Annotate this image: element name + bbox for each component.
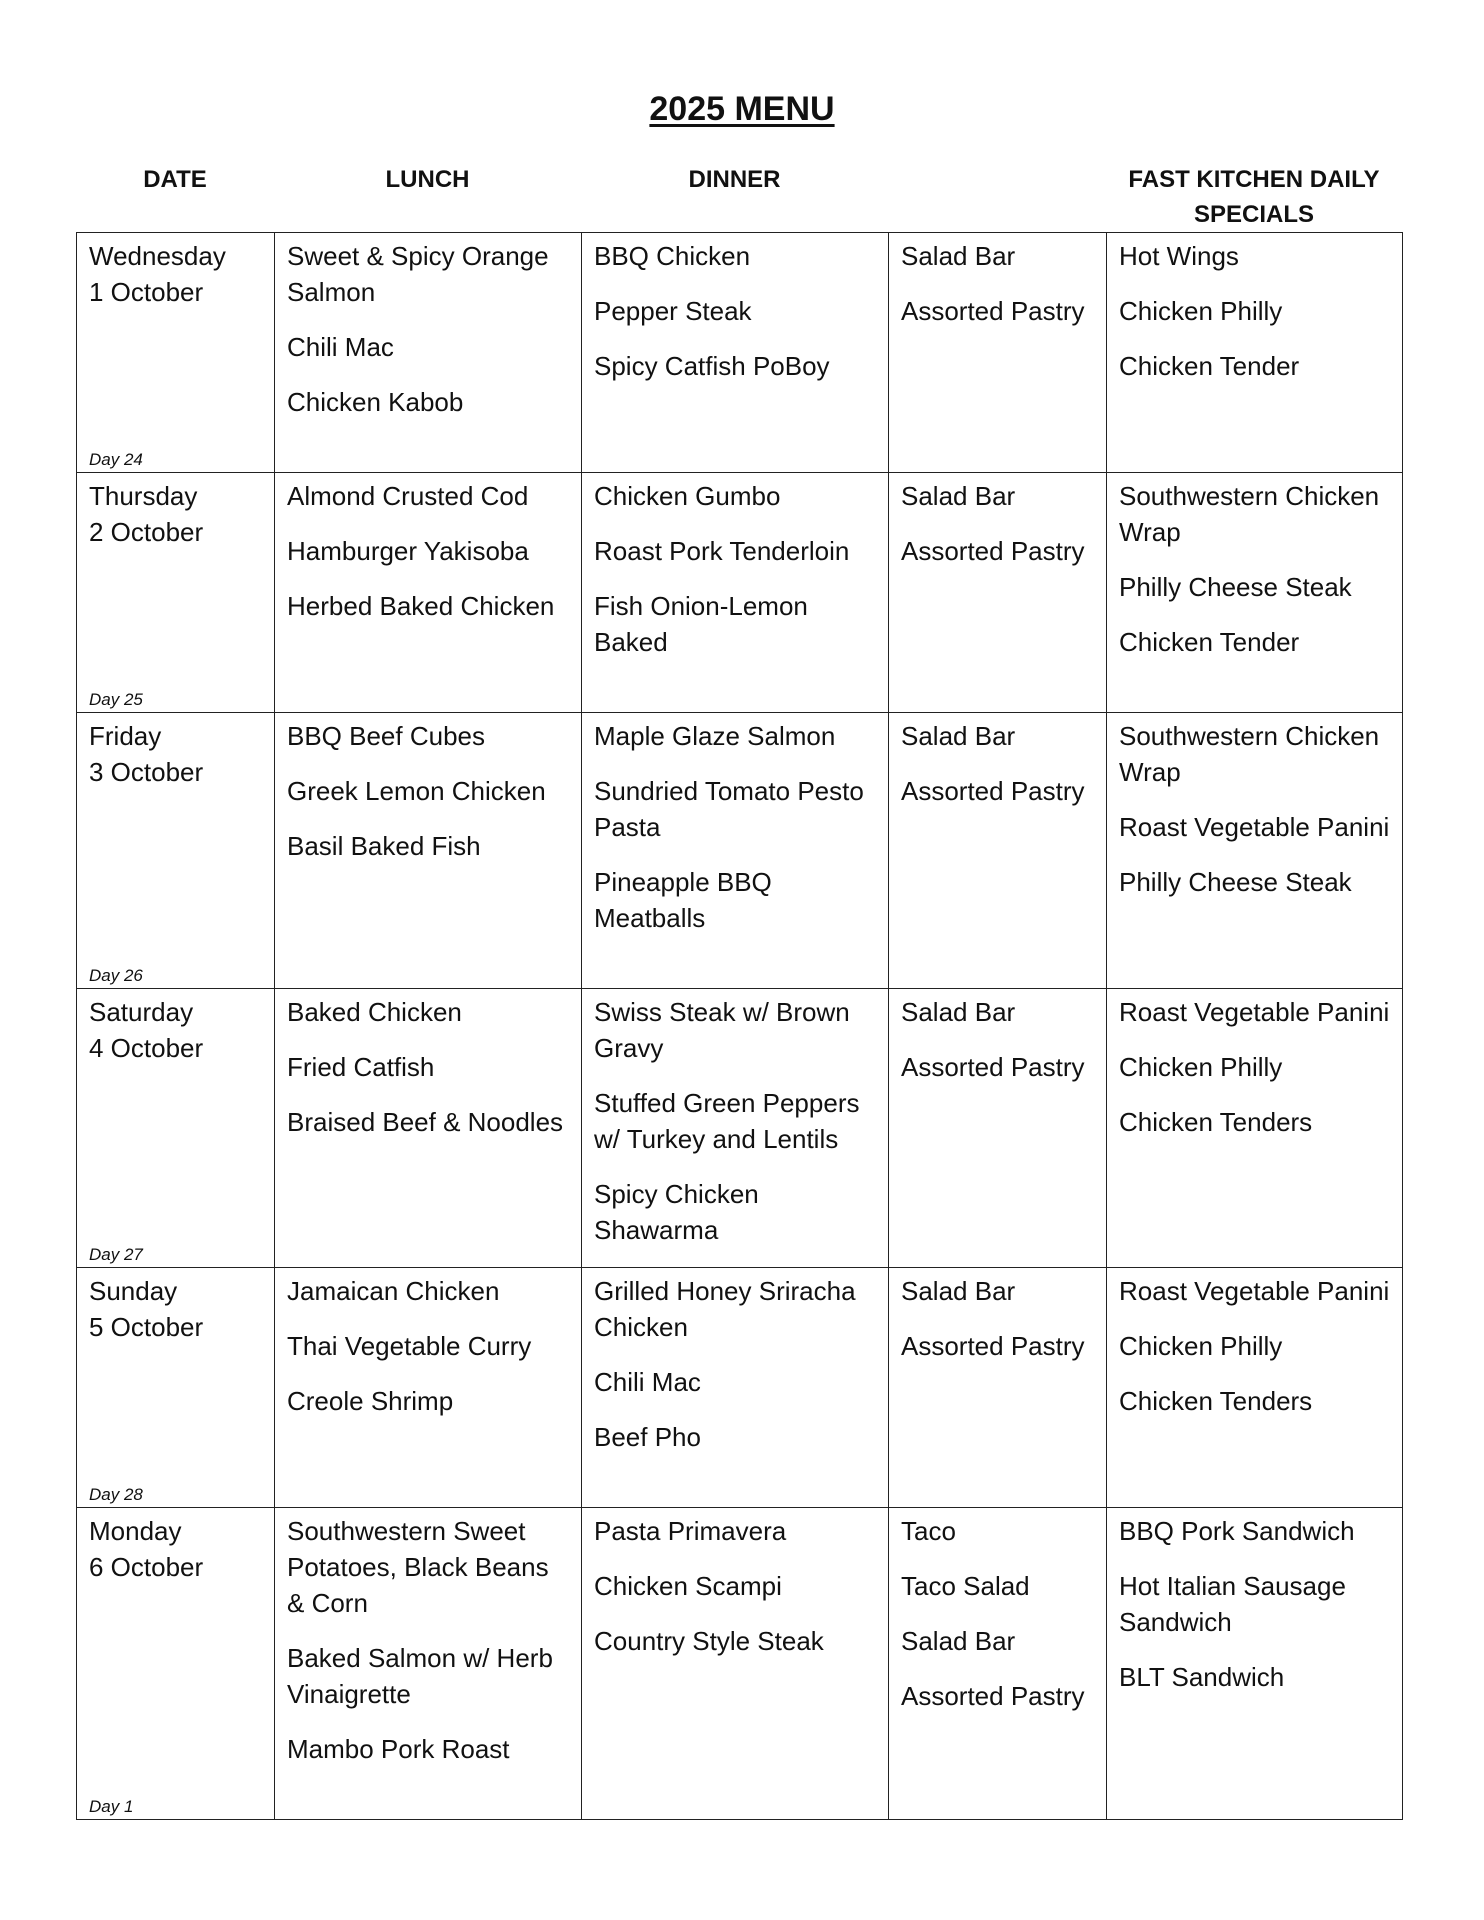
lunch-item: Basil Baked Fish	[287, 831, 481, 861]
lunch-cell	[275, 1508, 582, 1820]
cycle-day-label: Day 26	[89, 966, 143, 985]
lunch-item: Greek Lemon Chicken	[287, 776, 546, 806]
fast-kitchen-item: Chicken Philly	[1119, 1052, 1283, 1082]
extras-item: Assorted Pastry	[901, 776, 1085, 806]
cycle-day-label: Day 24	[89, 450, 143, 469]
date-cell	[77, 233, 275, 473]
dinner-item: Chili Mac	[594, 1367, 701, 1397]
dinner-item: Country Style Steak	[594, 1626, 824, 1656]
lunch-item: Herbed Baked Chicken	[287, 591, 555, 621]
extras-item: Salad Bar	[901, 721, 1016, 751]
lunch-item: Baked Salmon w/ Herb Vinaigrette	[287, 1643, 553, 1709]
calendar-date: 2 October	[89, 517, 204, 547]
extras-item: Salad Bar	[901, 1626, 1016, 1656]
dinner-cell	[582, 473, 889, 713]
weekday: Monday	[89, 1516, 182, 1546]
column-headers	[76, 162, 1402, 228]
calendar-date: 1 October	[89, 277, 204, 307]
cycle-day-label: Day 27	[89, 1245, 143, 1264]
date-cell	[77, 473, 275, 713]
dinner-item: Swiss Steak w/ Brown Gravy	[594, 997, 850, 1063]
lunch-item: Southwestern Sweet Potatoes, Black Beans & Corn	[287, 1516, 549, 1618]
dinner-cell	[582, 233, 889, 473]
calendar-date: 5 October	[89, 1312, 204, 1342]
extras-item: Salad Bar	[901, 481, 1016, 511]
fast-kitchen-cell	[1107, 1268, 1403, 1508]
dinner-item: Sundried Tomato Pesto Pasta	[594, 776, 864, 842]
calendar-date: 3 October	[89, 757, 204, 787]
fast-kitchen-item: Chicken Philly	[1119, 1331, 1283, 1361]
lunch-item: Sweet & Spicy Orange Salmon	[287, 241, 549, 307]
date-cell	[77, 1508, 275, 1820]
date-cell	[77, 713, 275, 989]
page-title: 2025 MENU	[649, 90, 835, 128]
dinner-item: BBQ Chicken	[594, 241, 751, 271]
lunch-item: Jamaican Chicken	[287, 1276, 500, 1306]
extras-cell	[889, 713, 1107, 989]
dinner-cell	[582, 1268, 889, 1508]
fast-kitchen-item: Roast Vegetable Panini	[1119, 1276, 1390, 1306]
extras-item: Salad Bar	[901, 241, 1016, 271]
lunch-item: Chili Mac	[287, 332, 394, 362]
menu-row	[77, 1508, 1403, 1820]
menu-row	[77, 989, 1403, 1268]
header-fast-kitchen-line2: SPECIALS	[1193, 201, 1315, 228]
extras-cell	[889, 473, 1107, 713]
dinner-cell	[582, 1508, 889, 1820]
extras-item: Assorted Pastry	[901, 1681, 1085, 1711]
cycle-day-label: Day 25	[89, 690, 143, 709]
calendar-date: 6 October	[89, 1552, 204, 1582]
fast-kitchen-cell	[1107, 989, 1403, 1268]
menu-row	[77, 713, 1403, 989]
dinner-item: Stuffed Green Peppers w/ Turkey and Lentils	[594, 1088, 860, 1154]
fast-kitchen-item: Philly Cheese Steak	[1119, 867, 1352, 897]
fast-kitchen-item: Chicken Philly	[1119, 296, 1283, 326]
cycle-day-label: Day 1	[89, 1797, 134, 1816]
fast-kitchen-item: Chicken Tenders	[1119, 1107, 1313, 1137]
dinner-item: Pasta Primavera	[594, 1516, 787, 1546]
extras-item: Assorted Pastry	[901, 1052, 1085, 1082]
fast-kitchen-item: Southwestern Chicken Wrap	[1119, 481, 1380, 547]
lunch-item: Almond Crusted Cod	[287, 481, 529, 511]
lunch-item: Mambo Pork Roast	[287, 1734, 510, 1764]
extras-cell	[889, 233, 1107, 473]
lunch-item: Chicken Kabob	[287, 387, 464, 417]
calendar-date: 4 October	[89, 1033, 204, 1063]
weekday: Wednesday	[89, 241, 226, 271]
lunch-cell	[275, 473, 582, 713]
cycle-day-label: Day 28	[89, 1485, 143, 1504]
dinner-item: Beef Pho	[594, 1422, 701, 1452]
lunch-item: Baked Chicken	[287, 997, 462, 1027]
extras-cell	[889, 989, 1107, 1268]
extras-cell	[889, 1508, 1107, 1820]
fast-kitchen-cell	[1107, 713, 1403, 989]
dinner-item: Maple Glaze Salmon	[594, 721, 836, 751]
fast-kitchen-item: BBQ Pork Sandwich	[1119, 1516, 1355, 1546]
fast-kitchen-cell	[1107, 1508, 1403, 1820]
dinner-item: Roast Pork Tenderloin	[594, 536, 850, 566]
fast-kitchen-item: Roast Vegetable Panini	[1119, 812, 1390, 842]
dinner-cell	[582, 713, 889, 989]
dinner-item: Chicken Gumbo	[594, 481, 781, 511]
header-date: DATE	[143, 166, 207, 193]
menu-row	[77, 233, 1403, 473]
lunch-cell	[275, 233, 582, 473]
menu-table	[76, 232, 1403, 1820]
weekday: Sunday	[89, 1276, 178, 1306]
fast-kitchen-item: BLT Sandwich	[1119, 1662, 1285, 1692]
header-lunch: LUNCH	[385, 166, 470, 193]
lunch-item: Fried Catfish	[287, 1052, 435, 1082]
extras-item: Assorted Pastry	[901, 296, 1085, 326]
menu-row	[77, 473, 1403, 713]
dinner-item: Pepper Steak	[594, 296, 752, 326]
header-fast-kitchen-line1: FAST KITCHEN DAILY	[1128, 166, 1380, 193]
extras-item: Assorted Pastry	[901, 1331, 1085, 1361]
dinner-cell	[582, 989, 889, 1268]
fast-kitchen-cell	[1107, 473, 1403, 713]
date-cell	[77, 1268, 275, 1508]
weekday: Saturday	[89, 997, 194, 1027]
dinner-item: Chicken Scampi	[594, 1571, 782, 1601]
dinner-item: Spicy Chicken Shawarma	[594, 1179, 759, 1245]
fast-kitchen-item: Chicken Tender	[1119, 627, 1300, 657]
weekday: Thursday	[89, 481, 198, 511]
fast-kitchen-cell	[1107, 233, 1403, 473]
header-dinner: DINNER	[688, 166, 781, 193]
lunch-cell	[275, 1268, 582, 1508]
extras-item: Taco Salad	[901, 1571, 1030, 1601]
extras-item: Salad Bar	[901, 1276, 1016, 1306]
extras-item: Taco	[901, 1516, 956, 1546]
fast-kitchen-item: Roast Vegetable Panini	[1119, 997, 1390, 1027]
menu-row	[77, 1268, 1403, 1508]
dinner-item: Pineapple BBQ Meatballs	[594, 867, 772, 933]
weekday: Friday	[89, 721, 162, 751]
extras-cell	[889, 1268, 1107, 1508]
lunch-item: Braised Beef & Noodles	[287, 1107, 564, 1137]
lunch-item: BBQ Beef Cubes	[287, 721, 485, 751]
fast-kitchen-item: Philly Cheese Steak	[1119, 572, 1352, 602]
lunch-item: Hamburger Yakisoba	[287, 536, 529, 566]
dinner-item: Grilled Honey Sriracha Chicken	[594, 1276, 856, 1342]
fast-kitchen-item: Chicken Tenders	[1119, 1386, 1313, 1416]
date-cell	[77, 989, 275, 1268]
fast-kitchen-item: Chicken Tender	[1119, 351, 1300, 381]
extras-item: Salad Bar	[901, 997, 1016, 1027]
lunch-cell	[275, 989, 582, 1268]
menu-body	[77, 233, 1403, 1820]
fast-kitchen-item: Hot Italian Sausage Sandwich	[1119, 1571, 1346, 1637]
dinner-item: Fish Onion-Lemon Baked	[594, 591, 808, 657]
fast-kitchen-item: Hot Wings	[1119, 241, 1239, 271]
dinner-item: Spicy Catfish PoBoy	[594, 351, 830, 381]
lunch-item: Thai Vegetable Curry	[287, 1331, 532, 1361]
lunch-item: Creole Shrimp	[287, 1386, 454, 1416]
extras-item: Assorted Pastry	[901, 536, 1085, 566]
header-fast-kitchen	[1106, 162, 1402, 232]
lunch-cell	[275, 713, 582, 989]
fast-kitchen-item: Southwestern Chicken Wrap	[1119, 721, 1380, 787]
